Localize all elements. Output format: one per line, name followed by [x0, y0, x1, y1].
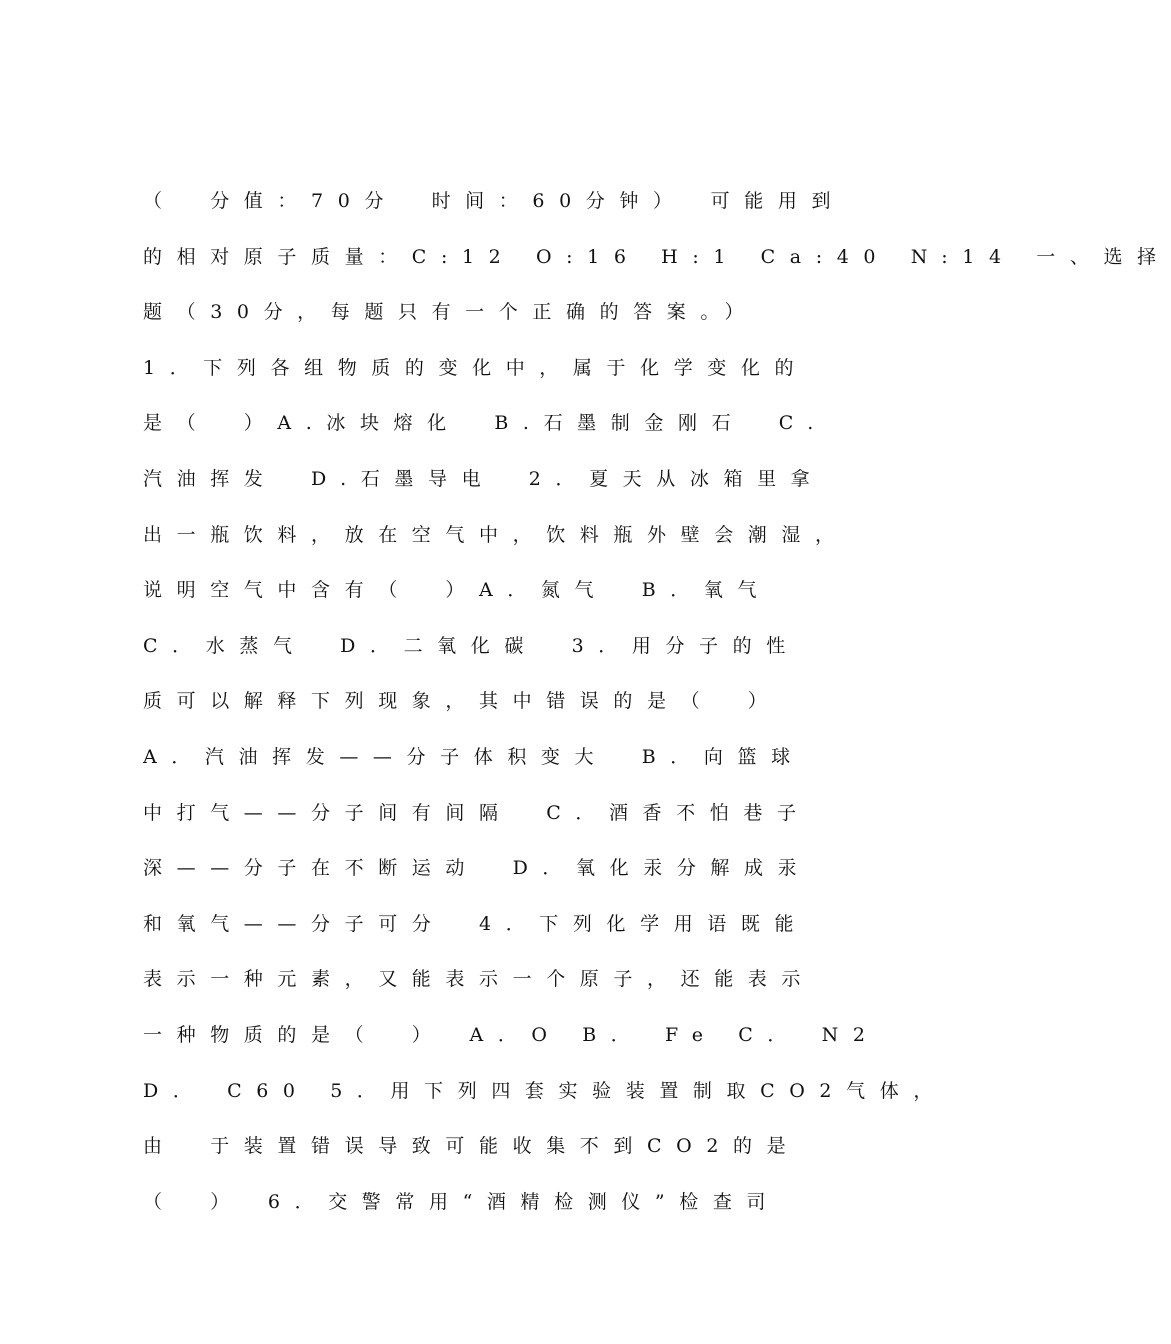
text-line: A．汽油挥发——分子体积变大 B．向篮球 [143, 745, 805, 768]
text-line: 一种物质的是（ ） A．O B． Fe C． N2 [143, 1023, 880, 1046]
exam-text-block [143, 183, 1171, 1239]
text-line: 题（30分，每题只有一个正确的答案。） [143, 301, 759, 324]
text-line: 由 于装置错误导致可能收集不到CO2的是 [143, 1135, 801, 1158]
text-line: 1．下列各组物质的变化中，属于化学变化的 [143, 356, 809, 379]
text-line: 说明空气中含有（ ）A．氮气 B．氧气 [143, 579, 772, 602]
text-line: 是（ ）A.冰块熔化 B.石墨制金刚石 C. [143, 412, 828, 435]
text-line: 质可以解释下列现象，其中错误的是（ ） [143, 690, 782, 713]
text-line: 出一瓶饮料，放在空气中，饮料瓶外壁会潮湿， [143, 523, 849, 546]
text-line: 深——分子在不断运动 D．氧化汞分解成汞 [143, 857, 812, 880]
text-line: （ ） 6．交警常用“酒精检测仪”检查司 [143, 1190, 781, 1213]
text-line: C．水蒸气 D．二氧化碳 3．用分子的性 [143, 634, 800, 657]
text-line: 中打气——分子间有间隔 C．酒香不怕巷子 [143, 801, 811, 824]
text-line: 汽油挥发 D.石墨导电 2．夏天从冰箱里拿 [143, 467, 825, 490]
text-line: 的相对原子质量：C:12 O:16 H:1 Ca:40 N:14 一、选择 [143, 245, 1171, 268]
text-line: （ 分值：70分 时间：60分钟） 可能用到 [143, 190, 846, 212]
text-line: 和氧气——分子可分 4．下列化学用语既能 [143, 912, 809, 935]
text-line: D． C60 5．用下列四套实验装置制取CO2气体， [143, 1079, 947, 1102]
text-line: 表示一种元素，又能表示一个原子，还能表示 [143, 968, 816, 991]
